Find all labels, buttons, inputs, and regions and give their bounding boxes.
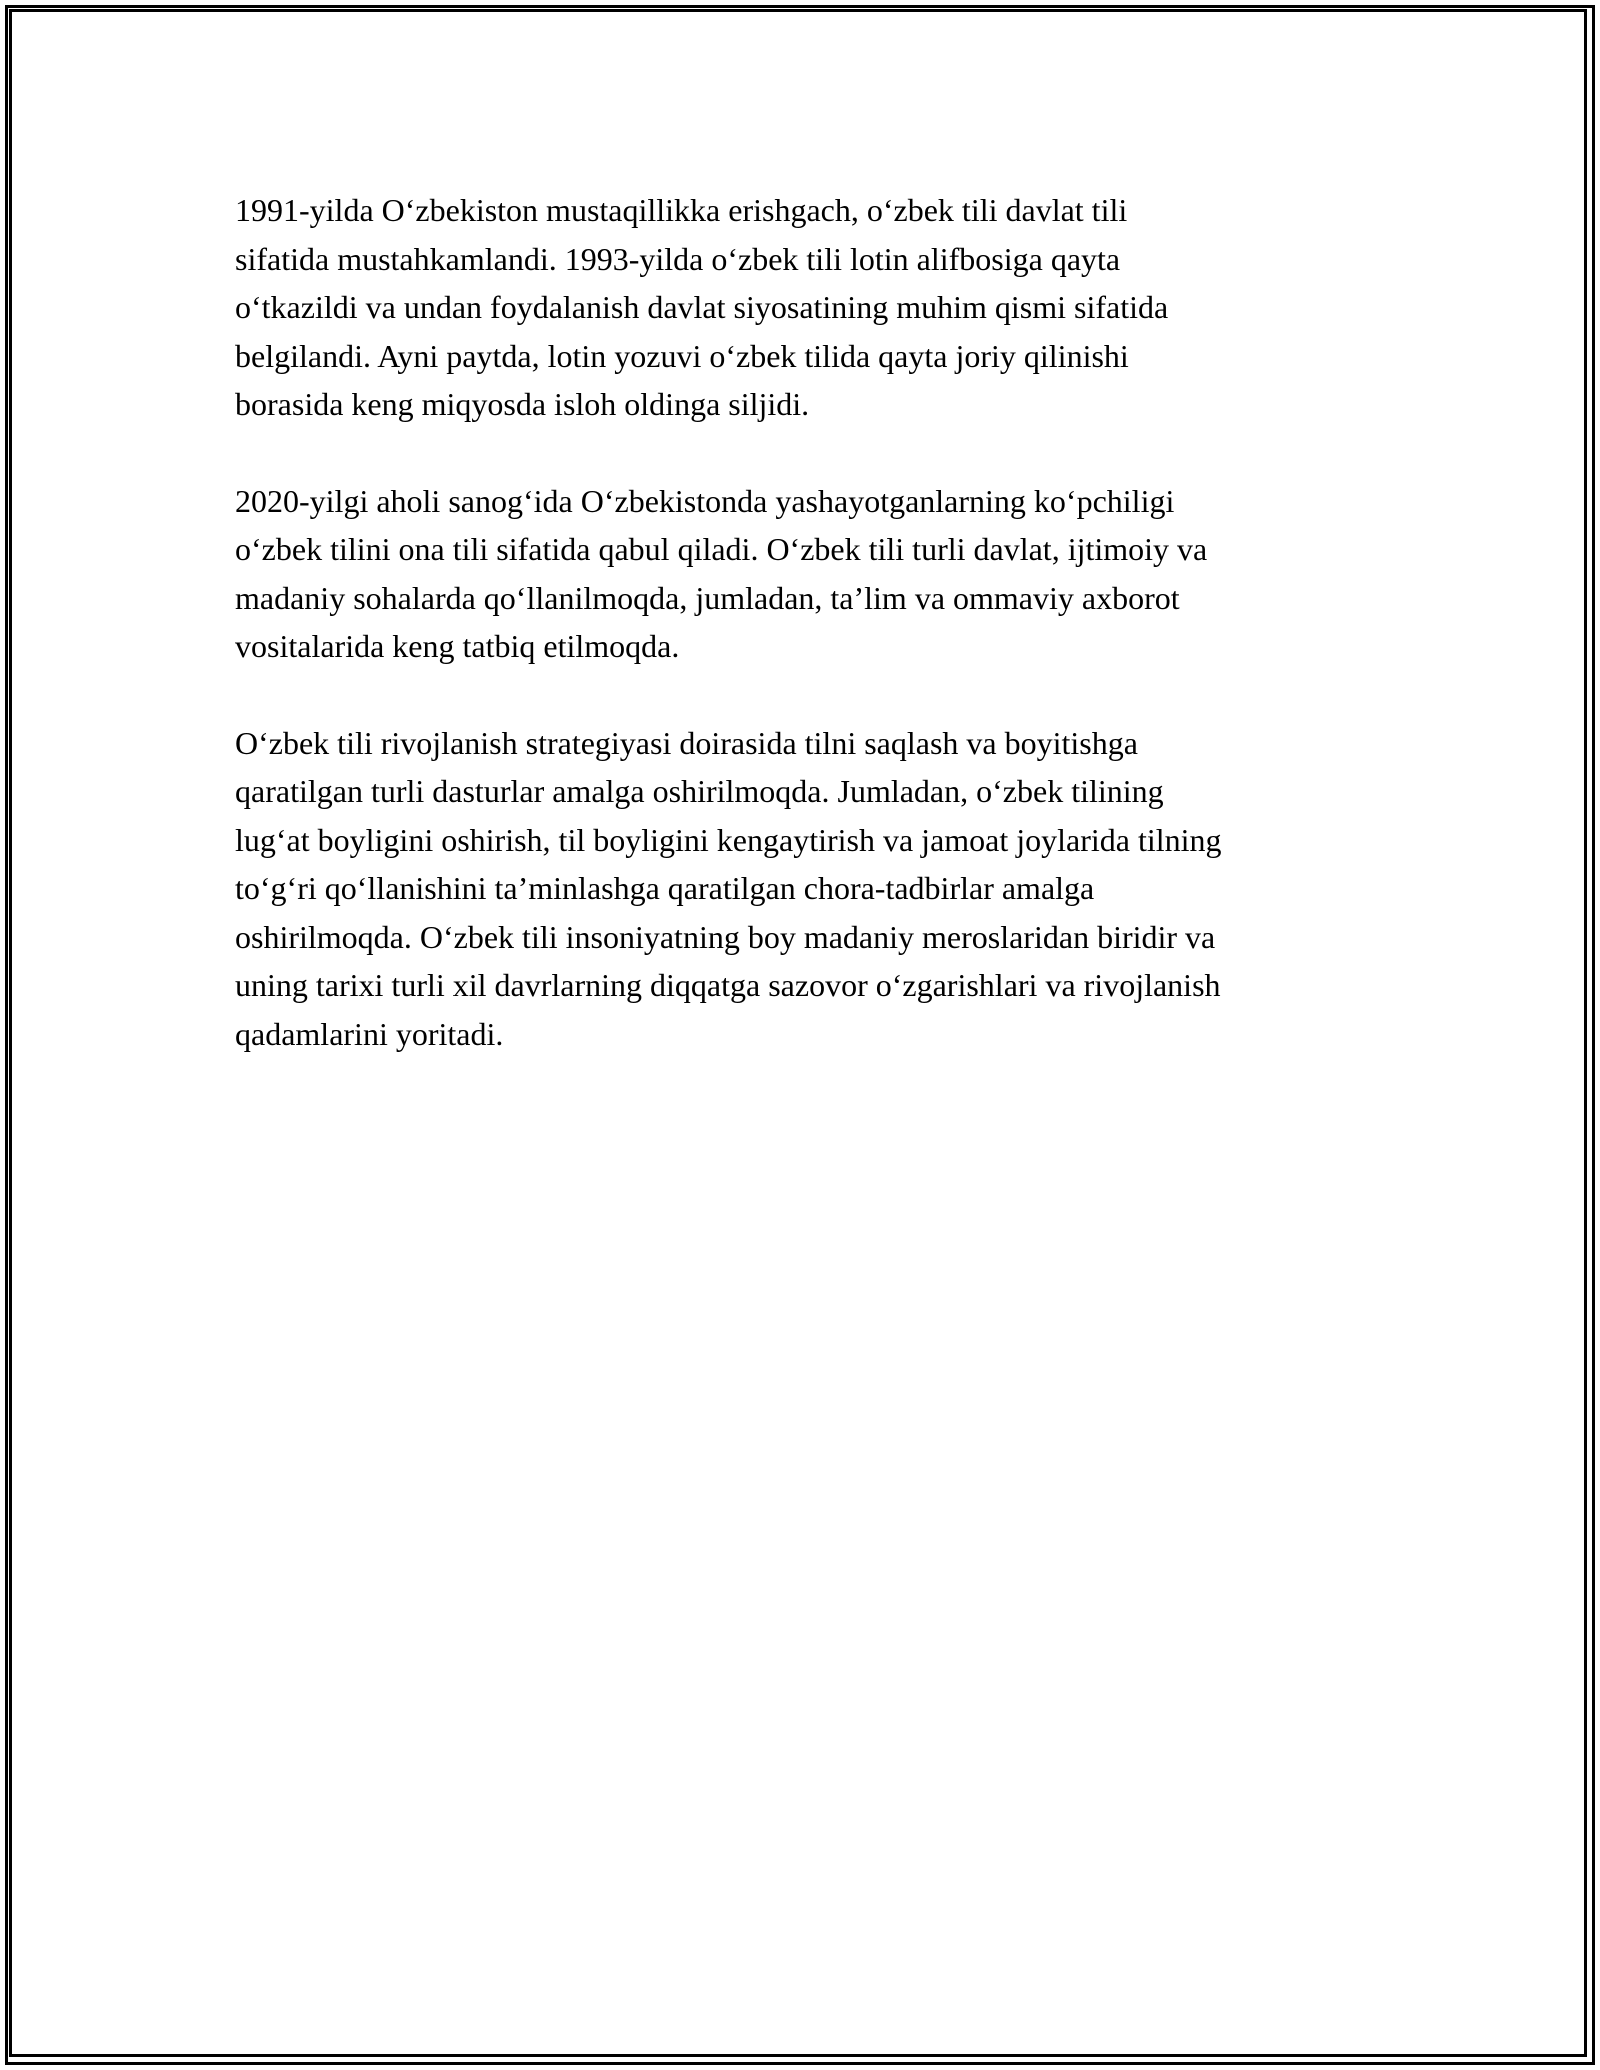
text-line: toʻgʻri qoʻllanishini taʼminlashga qaratilgan chora-tadbirlar amalga <box>235 870 1095 906</box>
text-line: madaniy sohalarda qoʻllanilmoqda, jumladan, taʼlim va ommaviy axborot <box>235 579 1180 616</box>
text-line: sifatida mustahkamlandi. 1993-yilda oʻzbek tili lotin alifbosiga qayta <box>235 240 1121 277</box>
text-line: oʻtkazildi va undan foydalanish davlat siyosatining muhim qismi sifatida <box>235 289 1169 325</box>
text-line: oʻzbek tilini ona tili sifatida qabul qiladi. Oʻzbek tili turli davlat, ijtimoiy va <box>235 531 1208 567</box>
text-line: qadamlarini yoritadi. <box>235 1015 504 1052</box>
paragraph-1 <box>235 186 1375 429</box>
text-line: qaratilgan turli dasturlar amalga oshirilmoqda. Jumladan, oʻzbek tilining <box>235 773 1164 809</box>
paragraph-2 <box>235 477 1375 671</box>
paragraph-3 <box>235 719 1375 1059</box>
text-line: 1991-yilda Oʻzbekiston mustaqillikka erishgach, oʻzbek tili davlat tili <box>235 192 1128 228</box>
text-line: Oʻzbek tili rivojlanish strategiyasi doirasida tilni saqlash va boyitishga <box>235 724 1138 761</box>
text-line: vositalarida keng tatbiq etilmoqda. <box>235 628 680 664</box>
text-line: lugʻat boyligini oshirish, til boyligini kengaytirish va jamoat joylarida tilning <box>235 821 1222 858</box>
text-line: belgilandi. Ayni paytda, lotin yozuvi oʻzbek tilida qayta joriy qilinishi <box>235 337 1129 374</box>
text-line: oshirilmoqda. Oʻzbek tili insoniyatning boy madaniy meroslaridan biridir va <box>235 918 1216 955</box>
document-body <box>235 186 1375 1106</box>
text-line: 2020-yilgi aholi sanogʻida Oʻzbekistonda yashayotganlarning koʻpchiligi <box>235 482 1175 519</box>
text-line: borasida keng miqyosda isloh oldinga siljidi. <box>235 386 810 422</box>
text-line: uning tarixi turli xil davrlarning diqqatga sazovor oʻzgarishlari va rivojlanish <box>235 967 1221 1003</box>
